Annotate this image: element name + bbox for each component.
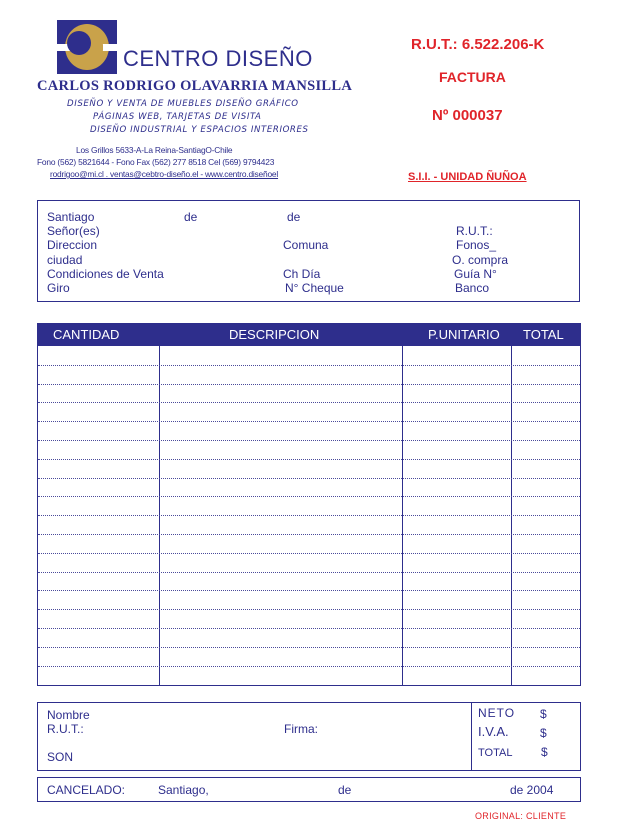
brand-name: CENTRO DISEÑO <box>123 46 313 71</box>
table-row <box>38 478 580 479</box>
customer-rut-label: R.U.T.: <box>456 224 493 238</box>
table-row <box>38 421 580 422</box>
column-header-description: DESCRIPCION <box>229 327 320 342</box>
paid-year-label: de 2004 <box>510 783 554 797</box>
invoice-number: Nº 000037 <box>432 107 503 124</box>
total-label: TOTAL <box>478 747 513 759</box>
table-row <box>38 590 580 591</box>
check-day-label: Ch Día <box>283 267 321 281</box>
document-type: FACTURA <box>439 69 506 85</box>
name-label: Nombre <box>47 708 90 722</box>
bank-label: Banco <box>455 281 490 295</box>
total-currency: $ <box>541 745 548 759</box>
table-row <box>38 553 580 554</box>
paid-city-label: Santiago, <box>158 783 209 797</box>
comuna-label: Comuna <box>283 238 329 252</box>
tagline-line-3: DISEÑO INDUSTRIAL Y ESPACIOS INTERIORES <box>90 125 309 135</box>
check-number-label: N° Cheque <box>285 281 344 295</box>
vat-label: I.V.A. <box>478 724 509 739</box>
table-row <box>38 666 580 667</box>
table-row <box>38 459 580 460</box>
phones-label: Fonos_ <box>456 238 497 252</box>
table-row <box>38 628 580 629</box>
company-emails: rodrigoo@mi.cl . ventas@cebtro-diseño.el - www.centro.diseñoel <box>50 169 279 179</box>
date-de-label-1: de <box>184 210 198 224</box>
company-phones: Fono (562) 5821644 - Fono Fax (562) 277 8518 Cel (569) 9794423 <box>37 157 275 167</box>
vat-currency: $ <box>540 726 547 740</box>
items-table <box>37 323 581 686</box>
table-row <box>38 572 580 573</box>
paid-label: CANCELADO: <box>47 783 126 797</box>
table-row <box>38 609 580 610</box>
column-header-unit-price: P.UNITARIO <box>428 327 500 342</box>
amount-in-words-label: SON <box>47 750 74 764</box>
tagline-line-2: PÁGINAS WEB, TARJETAS DE VISITA <box>93 112 262 122</box>
tax-office: S.I.I. - UNIDAD ÑUÑOA <box>408 171 527 183</box>
copy-label: ORIGINAL: CLIENTE <box>475 811 567 821</box>
net-label: NETO <box>478 706 516 720</box>
santiago-label: Santiago <box>47 210 95 224</box>
company-logo <box>57 20 117 74</box>
table-header <box>38 324 580 346</box>
dispatch-guide-label: Guía N° <box>454 267 497 281</box>
table-row <box>38 440 580 441</box>
column-header-quantity: CANTIDAD <box>53 327 120 342</box>
paid-date-de-label: de <box>338 783 352 797</box>
sale-conditions-label: Condiciones de Venta <box>47 267 164 281</box>
address-label: Direccion <box>47 238 98 252</box>
table-row <box>38 534 580 535</box>
purchase-order-label: O. compra <box>452 253 509 267</box>
signature-label: Firma: <box>284 722 318 736</box>
table-row <box>38 402 580 403</box>
table-row <box>38 365 580 366</box>
company-address: Los Grillos 5633-A-La Reina-SantiagO-Chile <box>76 145 233 155</box>
tagline-line-1: DISEÑO Y VENTA DE MUEBLES DISEÑO GRÁFICO <box>67 99 299 109</box>
signer-rut-label: R.U.T.: <box>47 722 84 736</box>
owner-name: CARLOS RODRIGO OLAVARRIA MANSILLA <box>37 78 353 94</box>
business-line-label: Giro <box>47 281 70 295</box>
date-de-label-2: de <box>287 210 301 224</box>
column-header-total: TOTAL <box>523 327 564 342</box>
table-row <box>38 496 580 497</box>
table-row <box>38 384 580 385</box>
city-label: ciudad <box>47 253 83 267</box>
table-row <box>38 515 580 516</box>
tax-rut: R.U.T.: 6.522.206-K <box>411 36 545 53</box>
customer-label: Señor(es) <box>47 224 100 238</box>
table-row <box>38 647 580 648</box>
net-currency: $ <box>540 707 547 721</box>
